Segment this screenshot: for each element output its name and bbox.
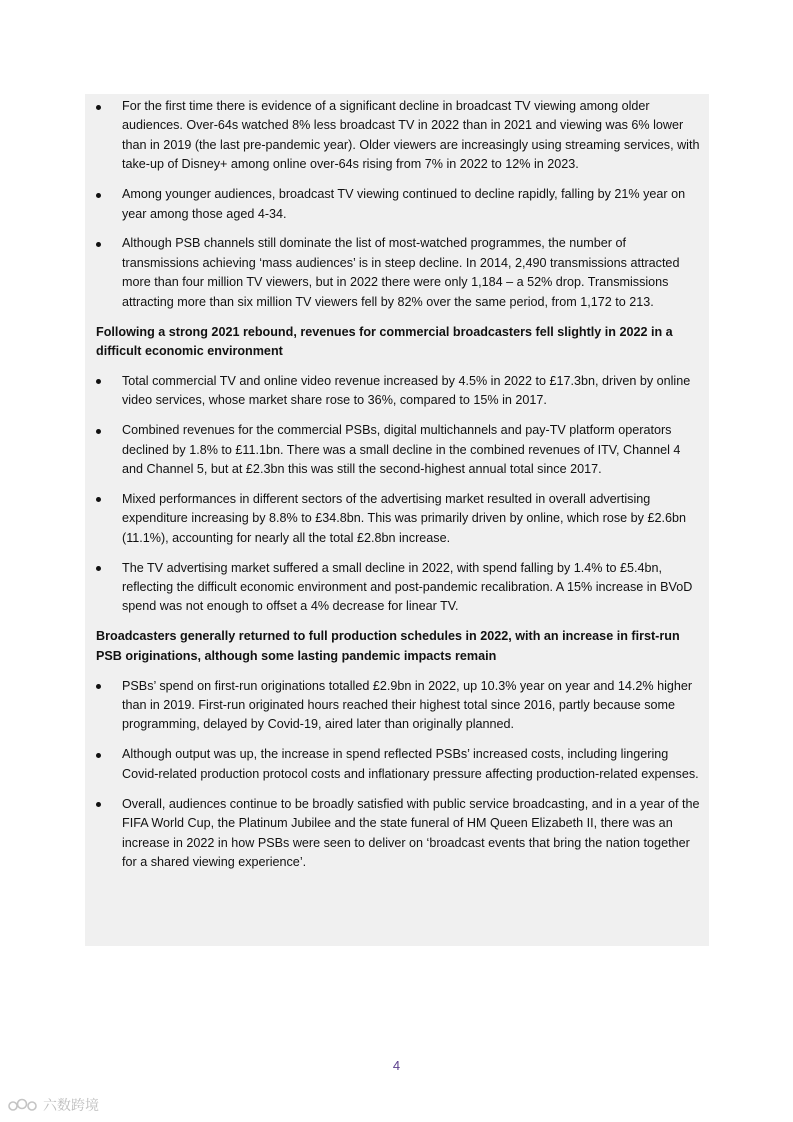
watermark (8, 1095, 99, 1115)
bullet-dot-icon (96, 193, 101, 198)
bullet-text: Total commercial TV and online video revenue increased by 4.5% in 2022 to £17.3bn, driven by online video services, whose market share rose to 36%, compared to 15% in 2017. (122, 373, 691, 408)
bullet-item (96, 745, 700, 784)
bullet-item (96, 185, 700, 224)
bullet-text: Among younger audiences, broadcast TV viewing continued to decline rapidly, falling by 21% year on year among those aged 4-34. (122, 187, 686, 221)
bullet-dot-icon (96, 242, 101, 247)
bullet-text: Mixed performances in different sectors of the advertising market resulted in overall advertising expenditure increasing by 8.8% to £34.8bn. This was primarily driven by online, which rose by £2.6bn (11.1%), accounting for nearly all the total £2.8bn increase. (122, 491, 687, 545)
bullet-text: The TV advertising market suffered a small decline in 2022, with spend falling by 1.4% to £5.4bn, reflecting the difficult economic environment and post-pandemic recalibration. A 15% increase in BVoD spend was not enough to offset a 4% decrease for linear TV. (122, 560, 693, 614)
bullet-text: Combined revenues for the commercial PSBs, digital multichannels and pay-TV platform operators declined by 1.8% to £11.1bn. There was a small decline in the combined revenues of ITV, Channel 4 and Channel 5, but at £2.3bn this was still the second-highest annual total since 2017. (122, 423, 681, 476)
section-heading: Following a strong 2021 rebound, revenues for commercial broadcasters fell slightly in 2022 in a difficult economic environment (96, 324, 673, 358)
bullet-dot-icon (96, 379, 101, 384)
bullet-item (96, 97, 700, 175)
bullet-text: For the first time there is evidence of a significant decline in broadcast TV viewing among older audiences. Over-64s watched 8% less broadcast TV in 2022 than in 2021 and viewing was 6% lower than in 2019 (the last pre-pandemic year). Older viewers are increasingly using streaming services, with take-up of Disney+ among online over-64s rising from 7% in 2022 to 12% in 2023. (122, 99, 700, 172)
bullet-dot-icon (96, 566, 101, 571)
bullet-dot-icon (96, 802, 101, 807)
bullet-item (96, 795, 700, 873)
bullet-dot-icon (96, 105, 101, 110)
bullet-dot-icon (96, 753, 101, 758)
bullet-dot-icon (96, 497, 101, 502)
bullet-dot-icon (96, 684, 101, 689)
bullet-item (96, 421, 700, 479)
section-heading: Broadcasters generally returned to full production schedules in 2022, with an increase in first-run PSB originations, although some lasting pandemic impacts remain (96, 629, 680, 663)
bullet-item (96, 372, 700, 411)
bullet-item (96, 490, 700, 548)
bullet-text: PSBs’ spend on first-run originations totalled £2.9bn in 2022, up 10.3% year on year and 14.2% higher than in 2019. First-run originated hours reached their highest total since 2016, partly because some programming, delayed by Covid-19, aired later than originally planned. (122, 678, 693, 732)
logo-icon (8, 1097, 38, 1113)
watermark-text: 六数跨境 (43, 1097, 99, 1113)
summary-content (96, 97, 700, 883)
bullet-item (96, 234, 700, 312)
bullet-item (96, 559, 700, 617)
page-number: 4 (392, 1058, 401, 1073)
bullet-item (96, 677, 700, 735)
bullet-text: Overall, audiences continue to be broadly satisfied with public service broadcasting, and in a year of the FIFA World Cup, the Platinum Jubilee and the state funeral of HM Queen Elizabeth II, there was an increase in 2022 in how PSBs were seen to deliver on ‘broadcast events that bring the nation together for a shared viewing experience’. (122, 796, 700, 869)
bullet-text: Although output was up, the increase in spend reflected PSBs’ increased costs, including lingering Covid-related production protocol costs and inflationary pressure affecting production-related expenses. (122, 747, 699, 781)
bullet-text: Although PSB channels still dominate the list of most-watched programmes, the number of transmissions achieving ‘mass audiences’ is in steep decline. In 2014, 2,490 transmissions attracted more than four million TV viewers, but in 2022 there were only 1,184 – a 52% drop. Transmissions attracting more than six million TV viewers fell by 82% over the same period, from 1,172 to 213. (122, 236, 680, 309)
bullet-dot-icon (96, 429, 101, 434)
